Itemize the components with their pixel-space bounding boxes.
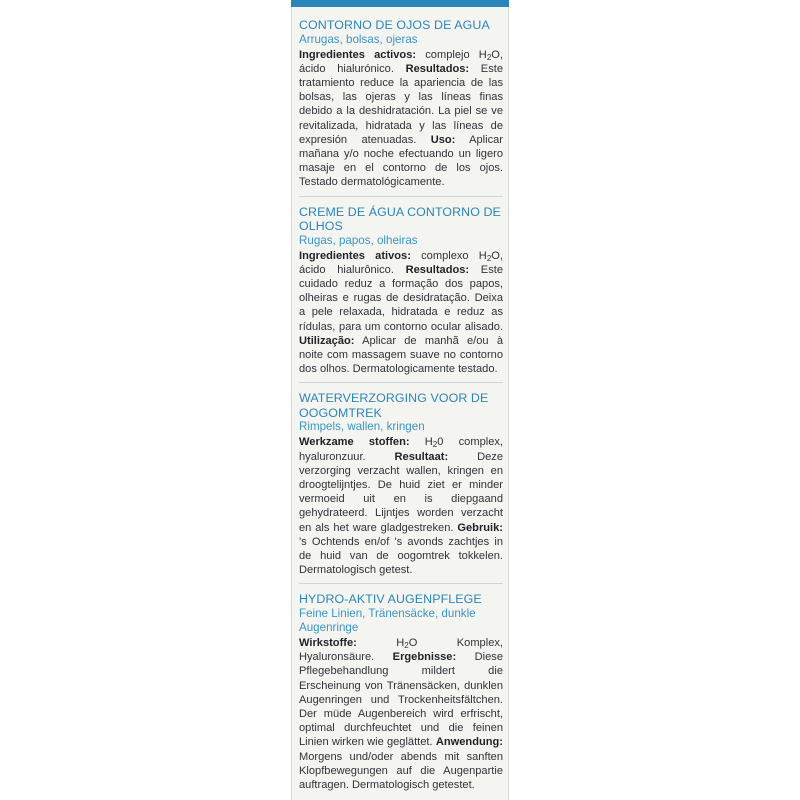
section-body <box>299 636 503 792</box>
label-bold: Gebruik: <box>457 521 503 534</box>
body-text: Diese Pflegebehandlung mildert die Erscheinung von Tränensäcken, dunklen Augenringen und Trockenheitsfältchen. Der müde Augenbereich wird erfrischt, optimal durchfeuchtet und die feinen Linien wirken wie geglättet. <box>299 651 503 749</box>
body-text: Este tratamiento reduce la apariencia de las bolsas, las ojeras y las líneas finas debido a la deshidratación. La piel se ve revitalizada, hidratada y las líneas de expresión atenuadas. <box>299 62 504 146</box>
section-title: CREME DE ÁGUA CONTORNO DE OLHOS <box>299 204 501 234</box>
label-bold: Werkzame stoffen: <box>299 436 410 449</box>
top-accent-bar <box>291 0 509 7</box>
product-text-panel <box>291 0 509 800</box>
section-divider <box>299 583 503 584</box>
section-divider <box>299 382 503 383</box>
section-body <box>299 435 503 577</box>
section-subtitle: Feine Linien, Tränensäcke, dunkle Augenringe <box>299 606 476 634</box>
body-text: Deze verzorging verzacht wallen, kringen en droogtelijntjes. De huid ziet er minder vermoeid uit en is diepgaand gehydrateerd. Lijntjes worden verzacht en als het ware gladgestreken. <box>299 450 503 534</box>
body-text: H <box>409 436 433 449</box>
label-bold: Utilização: <box>299 334 355 347</box>
section-subtitle: Rugas, papos, olheiras <box>299 233 418 247</box>
section-title: WATERVERZORGING VOOR DE OOGOMTREK <box>299 391 489 420</box>
label-bold: Ergebnisse: <box>392 651 457 664</box>
section-spanish <box>299 18 503 190</box>
section-body <box>299 249 503 377</box>
section-title: HYDRO-AKTIV AUGENPFLEGE <box>299 592 482 607</box>
label-bold: Ingredientes ativos: <box>299 249 411 262</box>
section-subtitle: Rimpels, wallen, kringen <box>299 420 425 434</box>
subscript: 2 <box>486 253 492 263</box>
label-bold: Uso: <box>430 133 456 146</box>
body-text: O Komplex, Hyaluronsäure. <box>299 636 503 664</box>
section-divider <box>299 196 503 197</box>
label-bold: Ingredientes activos: <box>299 48 417 61</box>
subscript: 2 <box>432 440 438 450</box>
section-german <box>299 592 503 792</box>
body-text: complejo H <box>416 48 487 61</box>
body-text: Morgens und/oder abends mit sanften Klopfbewegungen auf die Augenpartie auftragen. Dermatologisch getestet. <box>299 750 503 791</box>
body-text: O, ácido hialurônico. <box>299 249 503 276</box>
body-text: Este cuidado reduz a formação dos papos, olheiras e rugas de desidratação. Deixa a pele relaxada, hidratada e reduz as rídulas, para um contorno ocular alisado. <box>299 263 504 333</box>
section-body <box>299 48 503 190</box>
section-subtitle: Arrugas, bolsas, ojeras <box>299 32 418 46</box>
body-text: 's Ochtends en/of 's avonds zachtjes in de huid van de oogomtrek tokkelen. Dermatologisch getest. <box>299 535 503 577</box>
label-bold: Anwendung: <box>435 736 503 749</box>
body-text: 0 complex, hyaluronzuur. <box>299 436 503 463</box>
label-bold: Wirkstoffe: <box>299 636 357 649</box>
label-bold: Resultados: <box>405 62 470 75</box>
body-text: complexo H <box>410 249 487 262</box>
subscript: 2 <box>486 52 492 62</box>
label-bold: Resultaat: <box>394 450 449 463</box>
body-text: H <box>356 636 405 649</box>
section-dutch <box>299 391 503 577</box>
section-title: CONTORNO DE OJOS DE AGUA <box>299 18 490 32</box>
body-text: O, ácido hialurónico. <box>299 48 503 75</box>
subscript: 2 <box>404 640 409 650</box>
body-text: Aplicar de manhã e/ou à noite com massagem suave no contorno dos olhos. Dermatologicamente testado. <box>299 334 503 376</box>
body-text: Aplicar mañana y/o noche efectuando un ligero masaje en el contorno de los ojos. Testado dermatológicamente. <box>299 133 503 189</box>
label-bold: Resultados: <box>405 263 470 276</box>
section-portuguese <box>299 205 503 377</box>
